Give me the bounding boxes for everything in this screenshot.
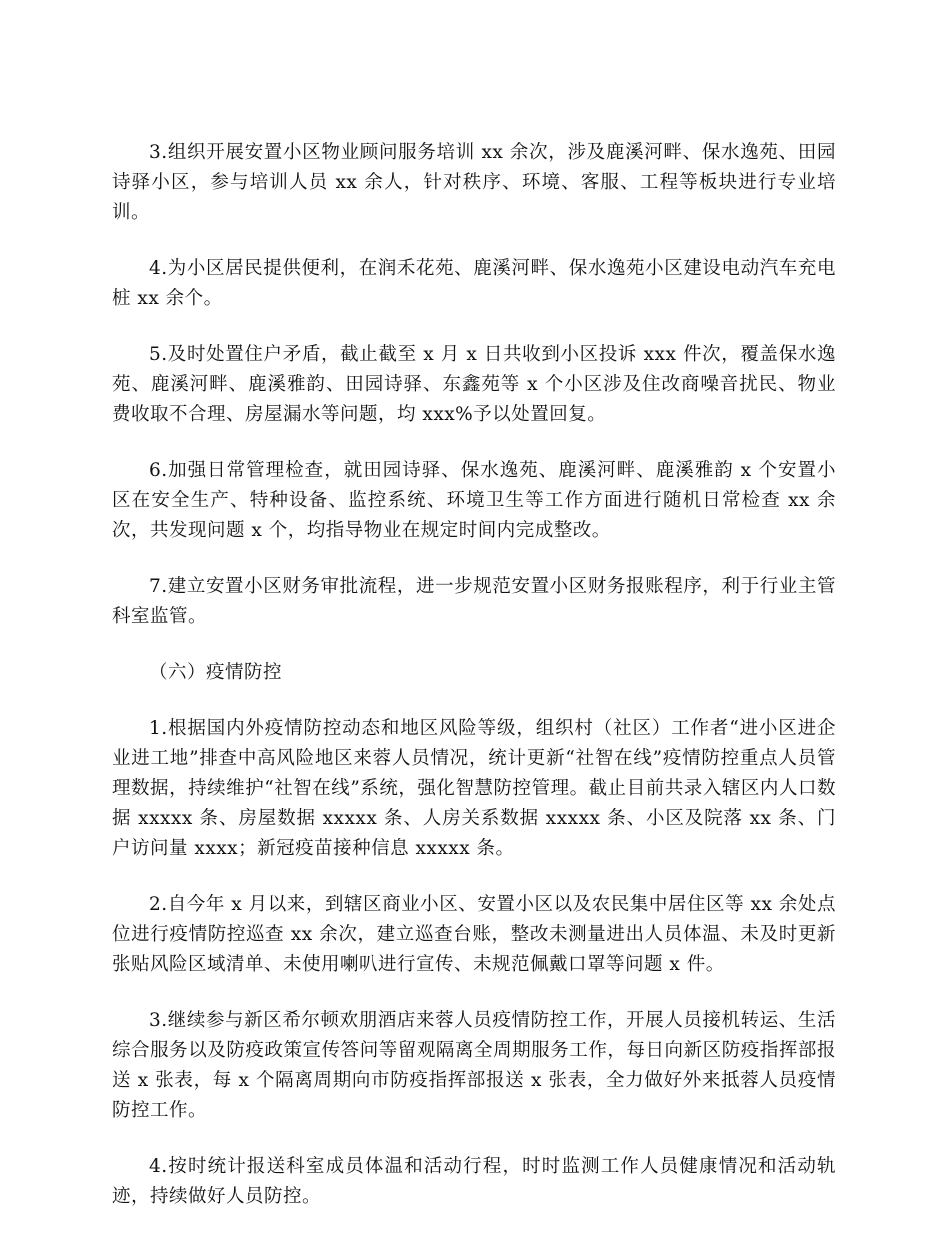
paragraph-daily-inspection: 6.加强日常管理检查，就田园诗驿、保水逸苑、鹿溪河畔、鹿溪雅韵 x 个安置小区在安全生产、特种设备、监控系统、环境卫生等工作方面进行随机日常检查 xx 余次，共发现问题 x 个，均指导物业在规定时间内完成整改。 <box>112 460 836 541</box>
paragraph-finance-approval: 7.建立安置小区财务审批流程，进一步规范安置小区财务报账程序，利于行业主管科室监管。 <box>112 576 836 627</box>
paragraph-epidemic-patrol: 2.自今年 x 月以来，到辖区商业小区、安置小区以及农民集中居住区等 xx 余处点位进行疫情防控巡查 xx 余次，建立巡查台账，整改未测量进出人员体温、未及时更新张贴风险区域清单、未使用喇叭进行宣传、未规范佩戴口罩等问题 x 件。 <box>112 894 836 975</box>
paragraph-charging-piles: 4.为小区居民提供便利，在润禾花苑、鹿溪河畔、保水逸苑小区建设电动汽车充电桩 xx 余个。 <box>112 258 836 309</box>
section-heading-epidemic-control: （六）疫情防控 <box>149 662 283 683</box>
document-body <box>112 138 836 1238</box>
paragraph-staff-monitoring: 4.按时统计报送科室成员体温和活动行程，时时监测工作人员健康情况和活动轨迹，持续做好人员防控。 <box>112 1156 836 1207</box>
paragraph-epidemic-data: 1.根据国内外疫情防控动态和地区风险等级，组织村（社区）工作者“进小区进企业进工地”排查中高风险地区来蓉人员情况，统计更新“社智在线”疫情防控重点人员管理数据，持续维护“社智在线”系统，强化智慧防控管理。截止目前共录入辖区内人口数据 xxxxx 条、房屋数据 xxxxx 条、人房关系数据 xxxxx 条、小区及院落 xx 条、门户访问量 xxxx；新冠疫苗接种信息 xxxxx 条。 <box>112 718 836 859</box>
paragraph-quarantine-hotel: 3.继续参与新区希尔顿欢朋酒店来蓉人员疫情防控工作，开展人员接机转运、生活综合服务以及防疫政策宣传答问等留观隔离全周期服务工作，每日向新区防疫指挥部报送 x 张表，每 x 个隔离周期向市防疫指挥部报送 x 张表，全力做好外来抵蓉人员疫情防控工作。 <box>112 1010 836 1121</box>
paragraph-complaints: 5.及时处置住户矛盾，截止截至 x 月 x 日共收到小区投诉 xxx 件次，覆盖保水逸苑、鹿溪河畔、鹿溪雅韵、田园诗驿、东鑫苑等 x 个小区涉及住改商噪音扰民、物业费收取不合理、房屋漏水等问题，均 xxx%予以处置回复。 <box>112 344 836 425</box>
paragraph-property-training: 3.组织开展安置小区物业顾问服务培训 xx 余次，涉及鹿溪河畔、保水逸苑、田园诗驿小区，参与培训人员 xx 余人，针对秩序、环境、客服、工程等板块进行专业培训。 <box>112 142 836 223</box>
